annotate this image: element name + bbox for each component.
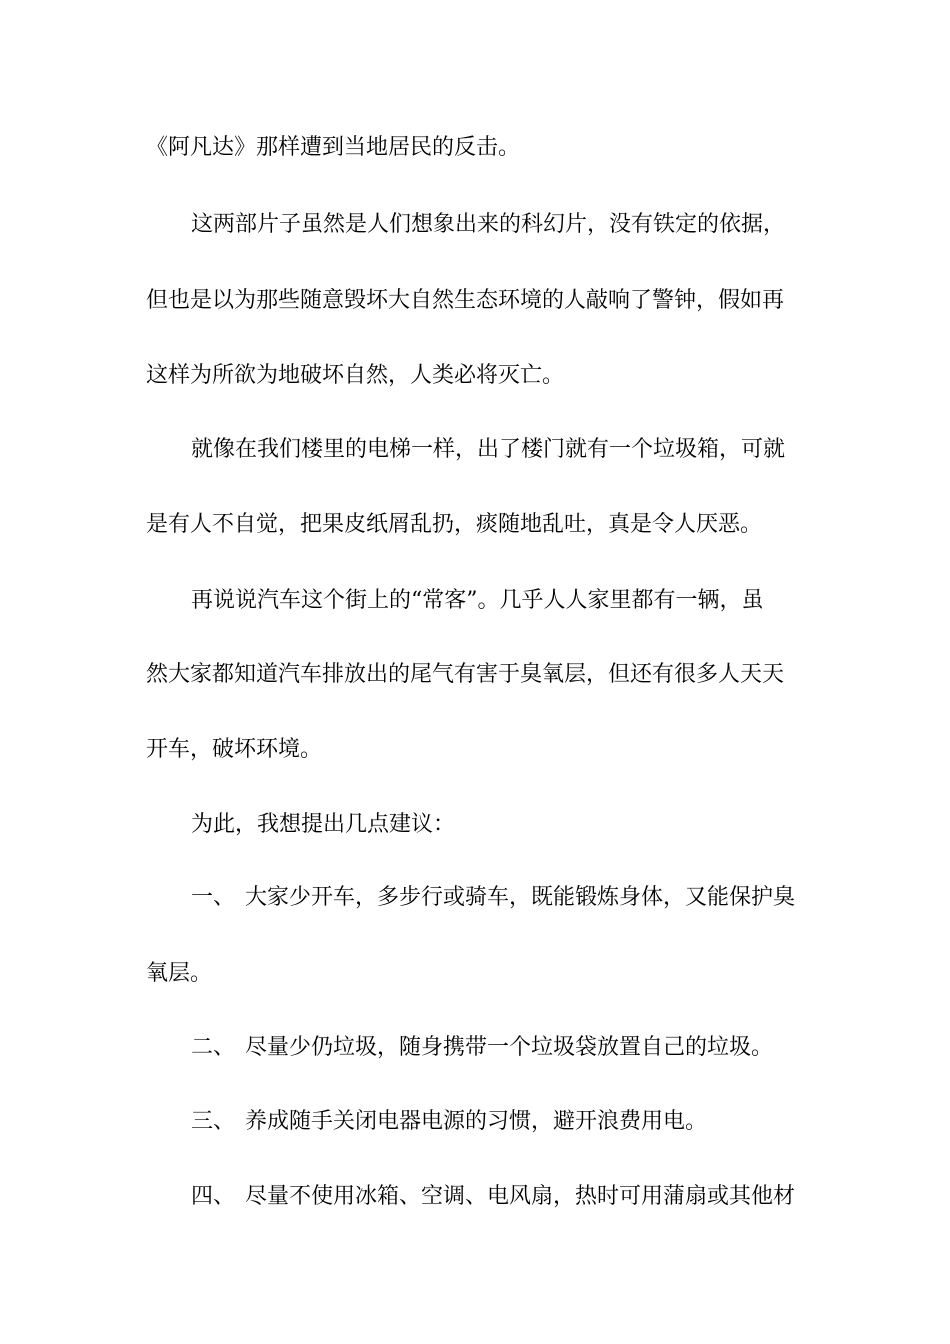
list-item-text: 尽量不使用冰箱、空调、电风扇，热时可用蒲扇或其他材: [245, 1184, 796, 1209]
text-line: 是有人不自觉，把果皮纸屑乱扔，痰随地乱吐，真是令人厌恶。: [146, 512, 763, 537]
list-marker: 二、: [191, 1035, 236, 1060]
list-marker: 三、: [191, 1109, 236, 1134]
paragraph-first-line: 再说说汽车这个街上的“常客”。几乎人人家里都有一辆，虽: [191, 588, 764, 613]
list-item: [191, 881, 871, 915]
text-line: 开车，破坏环境。: [146, 737, 323, 762]
list-item: [191, 1031, 871, 1065]
text-line: 然大家都知道汽车排放出的尾气有害于臭氧层，但还有很多人天天: [146, 662, 785, 687]
paragraph-first-line: 为此，我想提出几点建议：: [191, 812, 456, 837]
text-line: 但也是以为那些随意毁坏大自然生态环境的人敲响了警钟，假如再: [146, 288, 785, 313]
list-item: [191, 1105, 871, 1139]
list-item-text: 大家少开车，多步行或骑车，既能锻炼身体，又能保护臭: [245, 885, 796, 910]
list-marker: 一、: [191, 885, 236, 910]
list-item: [191, 1180, 871, 1214]
paragraph-first-line: 就像在我们楼里的电梯一样，出了楼门就有一个垃圾箱，可就: [191, 437, 786, 462]
list-marker: 四、: [191, 1184, 236, 1209]
text-line: 氧层。: [146, 961, 213, 986]
list-item-text: 尽量少仍垃圾，随身携带一个垃圾袋放置自己的垃圾。: [245, 1035, 774, 1060]
text-line: 这样为所欲为地破坏自然，人类必将灭亡。: [146, 363, 565, 388]
text-line: 《阿凡达》那样遭到当地居民的反击。: [146, 135, 521, 160]
paragraph-first-line: 这两部片子虽然是人们想象出来的科幻片，没有铁定的依据，: [191, 212, 786, 237]
list-item-text: 养成随手关闭电器电源的习惯，避开浪费用电。: [245, 1109, 708, 1134]
